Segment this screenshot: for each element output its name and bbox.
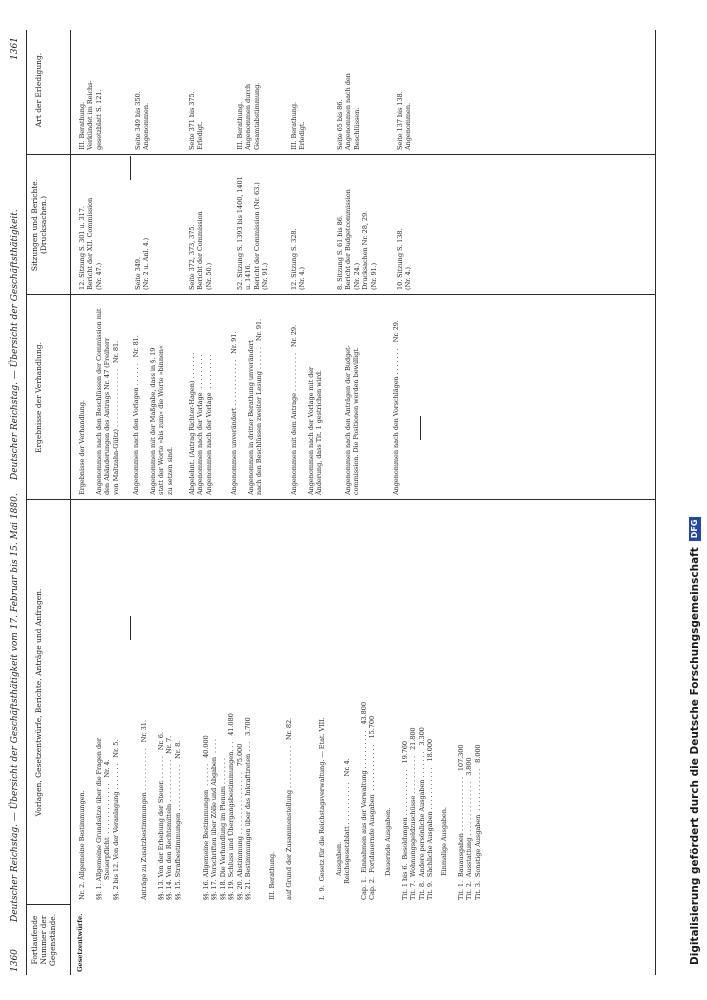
disposition-block-2: Seite 349 bis 350. Angenommen.: [134, 91, 151, 150]
disposition-block-3: Seite 371 bis 375. Erledigt.: [188, 91, 205, 150]
dfg-watermark: [683, 0, 707, 995]
column-rule-3: [26, 294, 656, 295]
column-heading-bills: Vorlagen, Gesetzentwürfe, Berichte, Anträge und Anfragen.: [34, 588, 43, 817]
section-label: Gesetzentwürfe.: [76, 913, 84, 972]
dfg-logo: DFG: [689, 517, 701, 542]
disposition-block-7: Seite 137 bis 138. Angenommen.: [396, 91, 413, 150]
result-block-4: Angenommen unverändert . . . . . . . . . . . . Nr. 91. Angenommen in dritter Berathung unverändert nach den Beschlüssen zweiter Lesung . . . . . . Nr. 91.: [230, 318, 264, 495]
running-title-left: Deutscher Reichstag. — Übersicht der Geschäftsthätigkeit vom 17. Februar bis 15. Mai 1880.: [10, 493, 20, 922]
disposition-block-4: III. Berathung. Angenommen durch Gesamtabstimmung.: [236, 82, 261, 150]
bill-block-5: I. 9. Gesetz für die Reichstagsverwaltung. — Etat. VIII. Ausgaben. Reichsgesetzblatt . . . . . . . . . . . Nr. 4. Cap. 1. Einnahmen aus der Verwaltung . . . . . . . . . . 43.800 Cap. 2. Fortdauernde Ausgaben . . . . . . . . . . . . 15.700: [318, 702, 377, 900]
result-block-3: Abgelehnt. (Antrag Richter-Hagen) . . . . . . . Angenommen nach der Vorlage . . . . . . . . . Angenommen nach der Vorlage . . . . . . . . .: [188, 352, 213, 495]
session-block-1: 12. Sitzung S. 301 u. 317. Bericht der XII. Commission (Nr. 47.): [78, 197, 103, 290]
result-block-2: Angenommen nach den Vorlagen . . . . . . Nr. 81. Angenommen mit der Maßgabe, dass in §. 19 statt der Worte »bis zum« die Worte »binnen« zu setzen sind.: [132, 335, 174, 495]
bill-block-3: §§. 16. Allgemeine Bestimmungen . . . . . . 40.000 §§. 17. Vorschriften über Zölle und Abgaben . . . . §§. 18. Die Verhandlung im Plenum . . . . . . . §§. 19. Schluss und Übergangsbestimmungen. . . 41.080 §§. 20. Abstimmung . . . . . . . . . . . . . . . . 75.000 §§. 21. Bestimmungen über das Inkrafttreten . . . 3.700: [202, 713, 253, 900]
result-block-6: Angenommen nach den Anträgen der Budget- commission. Die Positionen werden bewilligt.: [344, 345, 361, 495]
column-heading-number: Fortlaufende Nummer der Gegenstände.: [30, 913, 57, 967]
disposition-block-5: III. Berathung. Erledigt.: [290, 101, 307, 150]
session-block-2: Seite 349. (Nr. 2 u. Anl. 4.): [134, 237, 151, 290]
bill-block-7: Einmalige Ausgaben. Tit. 1. Bauausgaben . . . . . . . . . . . . . . 107.300 Tit. 2. Ausstattung . . . . . . . . . . . . . . 3.800 Tit. 3. Sonstige Ausgaben . . . . . . . . . . . 8.000: [440, 744, 482, 900]
result-block-1: Ergebnisse der Verhandlung. Angenommen nach den Beschlüssen der Commission mit den Abänderungen des Antrags Nr. 47 (Freiherr von Maltzahn-Gültz) . . . . . . . . . . . . . . . Nr. 81.: [78, 308, 120, 495]
column-heading-results: Ergebnisse der Verhandlung.: [34, 342, 43, 453]
separator-dash: [130, 156, 131, 180]
result-block-5: Angenommen mit dem Antrage . . . . . . . . . . Nr. 29. Angenommen nach der Vorlage mit der Änderung, dass Tit. 1 gestrichen wird.: [290, 324, 324, 495]
bottom-rule: [655, 30, 656, 975]
bill-block-4: III. Berathung. auf Grund der Zusammenstellung . . . . . . . . . . . Nr. 82.: [268, 717, 293, 900]
running-title-right: Deutscher Reichstag. — Übersicht der Geschäftsthätigkeit.: [10, 209, 20, 480]
column-heading-disposition: Art der Erledigung.: [34, 52, 43, 128]
session-block-7: 10. Sitzung S. 138. (Nr. 4.): [396, 228, 413, 290]
column-heading-sessions: Sitzungen und Berichte. (Drucksachen.): [30, 178, 48, 272]
session-block-4: 52. Sitzung S. 1393 bis 1400, 1401 u. 1416. Bericht der Commission (Nr. 63.) (Nr. 91.): [236, 176, 270, 290]
center-rule: [26, 499, 656, 500]
disposition-block-6: Seite 65 bis 86. Angenommen nach den Beschlüssen.: [336, 73, 361, 150]
dfg-watermark-strip: [683, 0, 707, 1000]
column-rule-4: [26, 154, 656, 155]
separator-dash: [130, 616, 131, 640]
page-number-left: 1360: [10, 949, 20, 972]
top-rule: [26, 30, 27, 975]
bill-block-2: Anträge zu Zusatzbestimmungen . . . . . . . . . . . Nr. 31. §§. 13. Von der Erhebung der Steuer. . . . . . . Nr. 6. §§. 14. Von den Rechtsmitteln . . . . . . . . . . . Nr. 7. §§. 15. Strafbestimmungen . . . . . . . . . . . . Nr. 8.: [140, 720, 182, 900]
page-number-right: 1361: [10, 37, 20, 60]
session-block-5: 12. Sitzung S. 328. (Nr. 4.): [290, 228, 307, 290]
bill-block-1: Nr. 2. Allgemeine Bestimmungen. §§. 1. Allgemeine Grundsätze über die Fragen der Steuerpflicht . . . . . . . . . . . . . Nr. 4. §§. 2 bis 12. Von der Veranlagung . . . . . . . Nr. 5.: [78, 738, 120, 900]
dfg-watermark-text: Digitalisierung gefördert durch die Deutsche Forschungsgemeinschaft: [689, 547, 701, 965]
result-block-7: Angenommen nach den Vorschlägen . . . . . . . Nr. 29.: [392, 320, 400, 495]
session-block-3: Seite 372, 373, 375. Bericht der Commission (Nr. 50.): [188, 211, 213, 290]
session-block-6: 8. Sitzung S. 61 bis 86. Bericht der Budgetcommission (Nr. 24.) Drucksachen Nr. 28, 29. (Nr. 91.): [336, 189, 378, 290]
disposition-block-1: III. Berathung. Verkündet im Reichs- gesetzblatt S. 121.: [78, 80, 103, 150]
bill-block-6: Dauernde Ausgaben. Tit. 1 bis 6. Besoldungen . . . . . . . . . . . . 19.760 Tit. 7. Wohnungsgeldzuschüsse . . . . . . . . . . 21.800 Tit. 8. Andere persönliche Ausgaben . . . . . . . 3.300 Tit. 9. Sächliche Ausgaben . . . . . . . . . . . 18.000: [384, 727, 435, 900]
separator-dash: [420, 416, 421, 440]
header-rule: [70, 30, 71, 975]
